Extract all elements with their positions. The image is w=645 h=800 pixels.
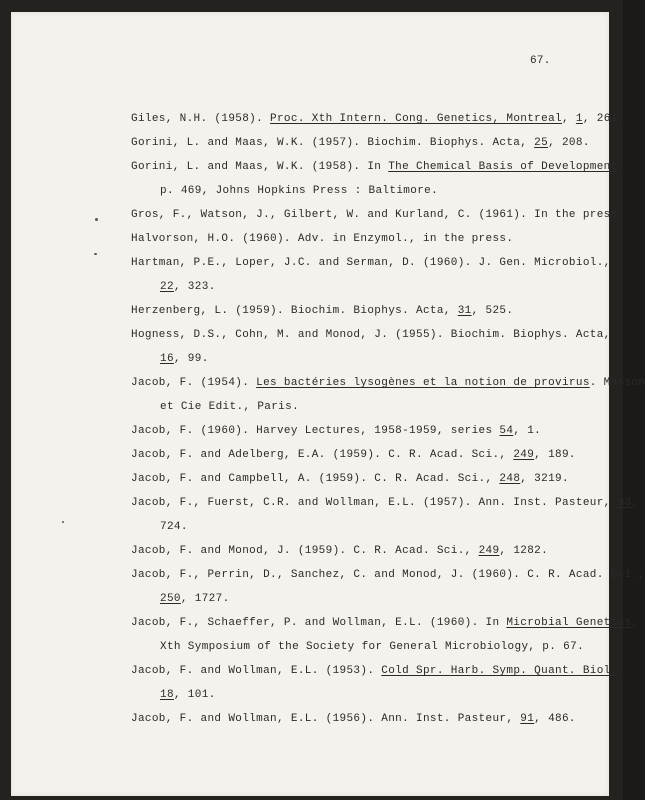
reference-line (131, 377, 645, 389)
reference-text: Jacob, F., Perrin, D., Sanchez, C. and Monod, J. (1960). C. R. Acad. Sci., (131, 569, 645, 581)
reference-line (160, 353, 209, 365)
reference-line (131, 473, 569, 485)
underlined-title: 1 (575, 113, 583, 125)
reference-text: , 1. (513, 425, 542, 437)
underlined-title: 91 (520, 713, 535, 725)
underlined-title: Les bactéries lysogènes et la notion de provirus (256, 377, 590, 389)
paper-speck (62, 521, 64, 523)
reference-text: Jacob, F. and Wollman, E.L. (1956). Ann. Inst. Pasteur, (131, 713, 521, 725)
reference-line (131, 305, 513, 317)
paper-speck (95, 218, 98, 221)
reference-text: Herzenberg, L. (1959). Biochim. Biophys. Acta, (131, 305, 458, 317)
reference-text: , 208. (548, 137, 590, 149)
reference-text: , 525. (471, 305, 514, 317)
reference-text: , 261. (582, 113, 625, 125)
reference-text: et Cie Edit., Paris. (160, 401, 300, 413)
reference-text: , (631, 497, 639, 509)
reference-text: Jacob, F. and Monod, J. (1959). C. R. Acad. Sci., (131, 545, 479, 557)
reference-text: , 1727. (180, 593, 230, 605)
reference-line (131, 497, 638, 509)
reference-line (131, 233, 513, 245)
reference-line (131, 713, 576, 725)
reference-line (160, 521, 188, 533)
reference-text: Jacob, F. and Adelberg, E.A. (1959). C. R. Acad. Sci., (131, 449, 514, 461)
reference-text: , 99. (173, 353, 209, 365)
reference-text: Jacob, F. and Campbell, A. (1959). C. R. Acad. Sci., (131, 473, 500, 485)
reference-text: , 3219. (520, 473, 569, 485)
reference-text: Gorini, L. and Maas, W.K. (1957). Biochim. Biophys. Acta, (131, 137, 535, 149)
reference-line (131, 617, 638, 629)
reference-line (160, 401, 299, 413)
reference-text: Jacob, F. (1960). Harvey Lectures, 1958-1959, series (131, 425, 500, 437)
underlined-title: Microbial Genetics (506, 617, 632, 629)
underlined-title: 249 (478, 545, 500, 557)
underlined-title: 250 (160, 593, 181, 605)
underlined-title: 93 (617, 497, 632, 509)
underlined-title: Cold Spr. Harb. Symp. Quant. Biol. (381, 665, 618, 677)
reference-line (131, 257, 611, 269)
reference-text: , 101. (173, 689, 216, 701)
reference-text: Hartman, P.E., Loper, J.C. and Serman, D. (1960). J. Gen. Microbiol., (131, 257, 611, 269)
reference-line (160, 593, 230, 605)
reference-text: , (617, 161, 625, 173)
reference-line (131, 545, 548, 557)
underlined-title: 249 (513, 449, 535, 461)
underlined-title: 248 (499, 473, 521, 485)
reference-text: Gorini, L. and Maas, W.K. (1958). In (131, 161, 389, 173)
reference-text: p. 469, Johns Hopkins Press : Baltimore. (160, 185, 439, 197)
reference-text: Halvorson, H.O. (1960). Adv. in Enzymol., in the press. (131, 233, 514, 245)
underlined-title: 18 (160, 689, 174, 701)
underlined-title: The Chemical Basis of Development (388, 161, 618, 173)
reference-line (131, 569, 645, 581)
underlined-title: 22 (160, 281, 174, 293)
reference-line (131, 449, 576, 461)
reference-text: , (631, 617, 639, 629)
underlined-title: 31 (457, 305, 472, 317)
reference-text: , (617, 665, 625, 677)
reference-line (131, 209, 625, 221)
reference-text: Gros, F., Watson, J., Gilbert, W. and Kurland, C. (1961). In the press. (131, 209, 625, 221)
reference-text: Xth Symposium of the Society for General Microbiology, p. 67. (160, 641, 585, 653)
underlined-title: 54 (499, 425, 514, 437)
page-number: 67. (530, 55, 551, 67)
reference-text: , 189. (534, 449, 576, 461)
reference-line (131, 425, 541, 437)
reference-text: , 1282. (499, 545, 549, 557)
underlined-title: 25 (534, 137, 549, 149)
reference-text: , (561, 113, 576, 125)
reference-line (131, 161, 625, 173)
underlined-title: Proc. Xth Intern. Cong. Genetics, Montreal (270, 113, 562, 125)
reference-text: . Masson (589, 377, 645, 389)
reference-text: Hogness, D.S., Cohn, M. and Monod, J. (1955). Biochim. Biophys. Acta, (131, 329, 611, 341)
reference-line (160, 185, 438, 197)
reference-line (131, 113, 625, 125)
reference-line (131, 665, 625, 677)
reference-line (131, 137, 590, 149)
reference-text: Jacob, F. and Wollman, E.L. (1953). (131, 665, 382, 677)
underlined-title: 16 (160, 353, 174, 365)
reference-text: Jacob, F., Schaeffer, P. and Wollman, E.L. (1960). In (131, 617, 507, 629)
reference-text: Jacob, F. (1954). (131, 377, 257, 389)
reference-line (160, 281, 216, 293)
reference-text: Giles, N.H. (1958). (131, 113, 271, 125)
reference-text: , 486. (534, 713, 576, 725)
reference-line (160, 689, 216, 701)
reference-text: , 323. (173, 281, 216, 293)
reference-text: Jacob, F., Fuerst, C.R. and Wollman, E.L. (1957). Ann. Inst. Pasteur, (131, 497, 618, 509)
reference-line (131, 329, 611, 341)
reference-text: 724. (160, 521, 188, 533)
reference-line (160, 641, 584, 653)
paper-speck (94, 253, 97, 255)
